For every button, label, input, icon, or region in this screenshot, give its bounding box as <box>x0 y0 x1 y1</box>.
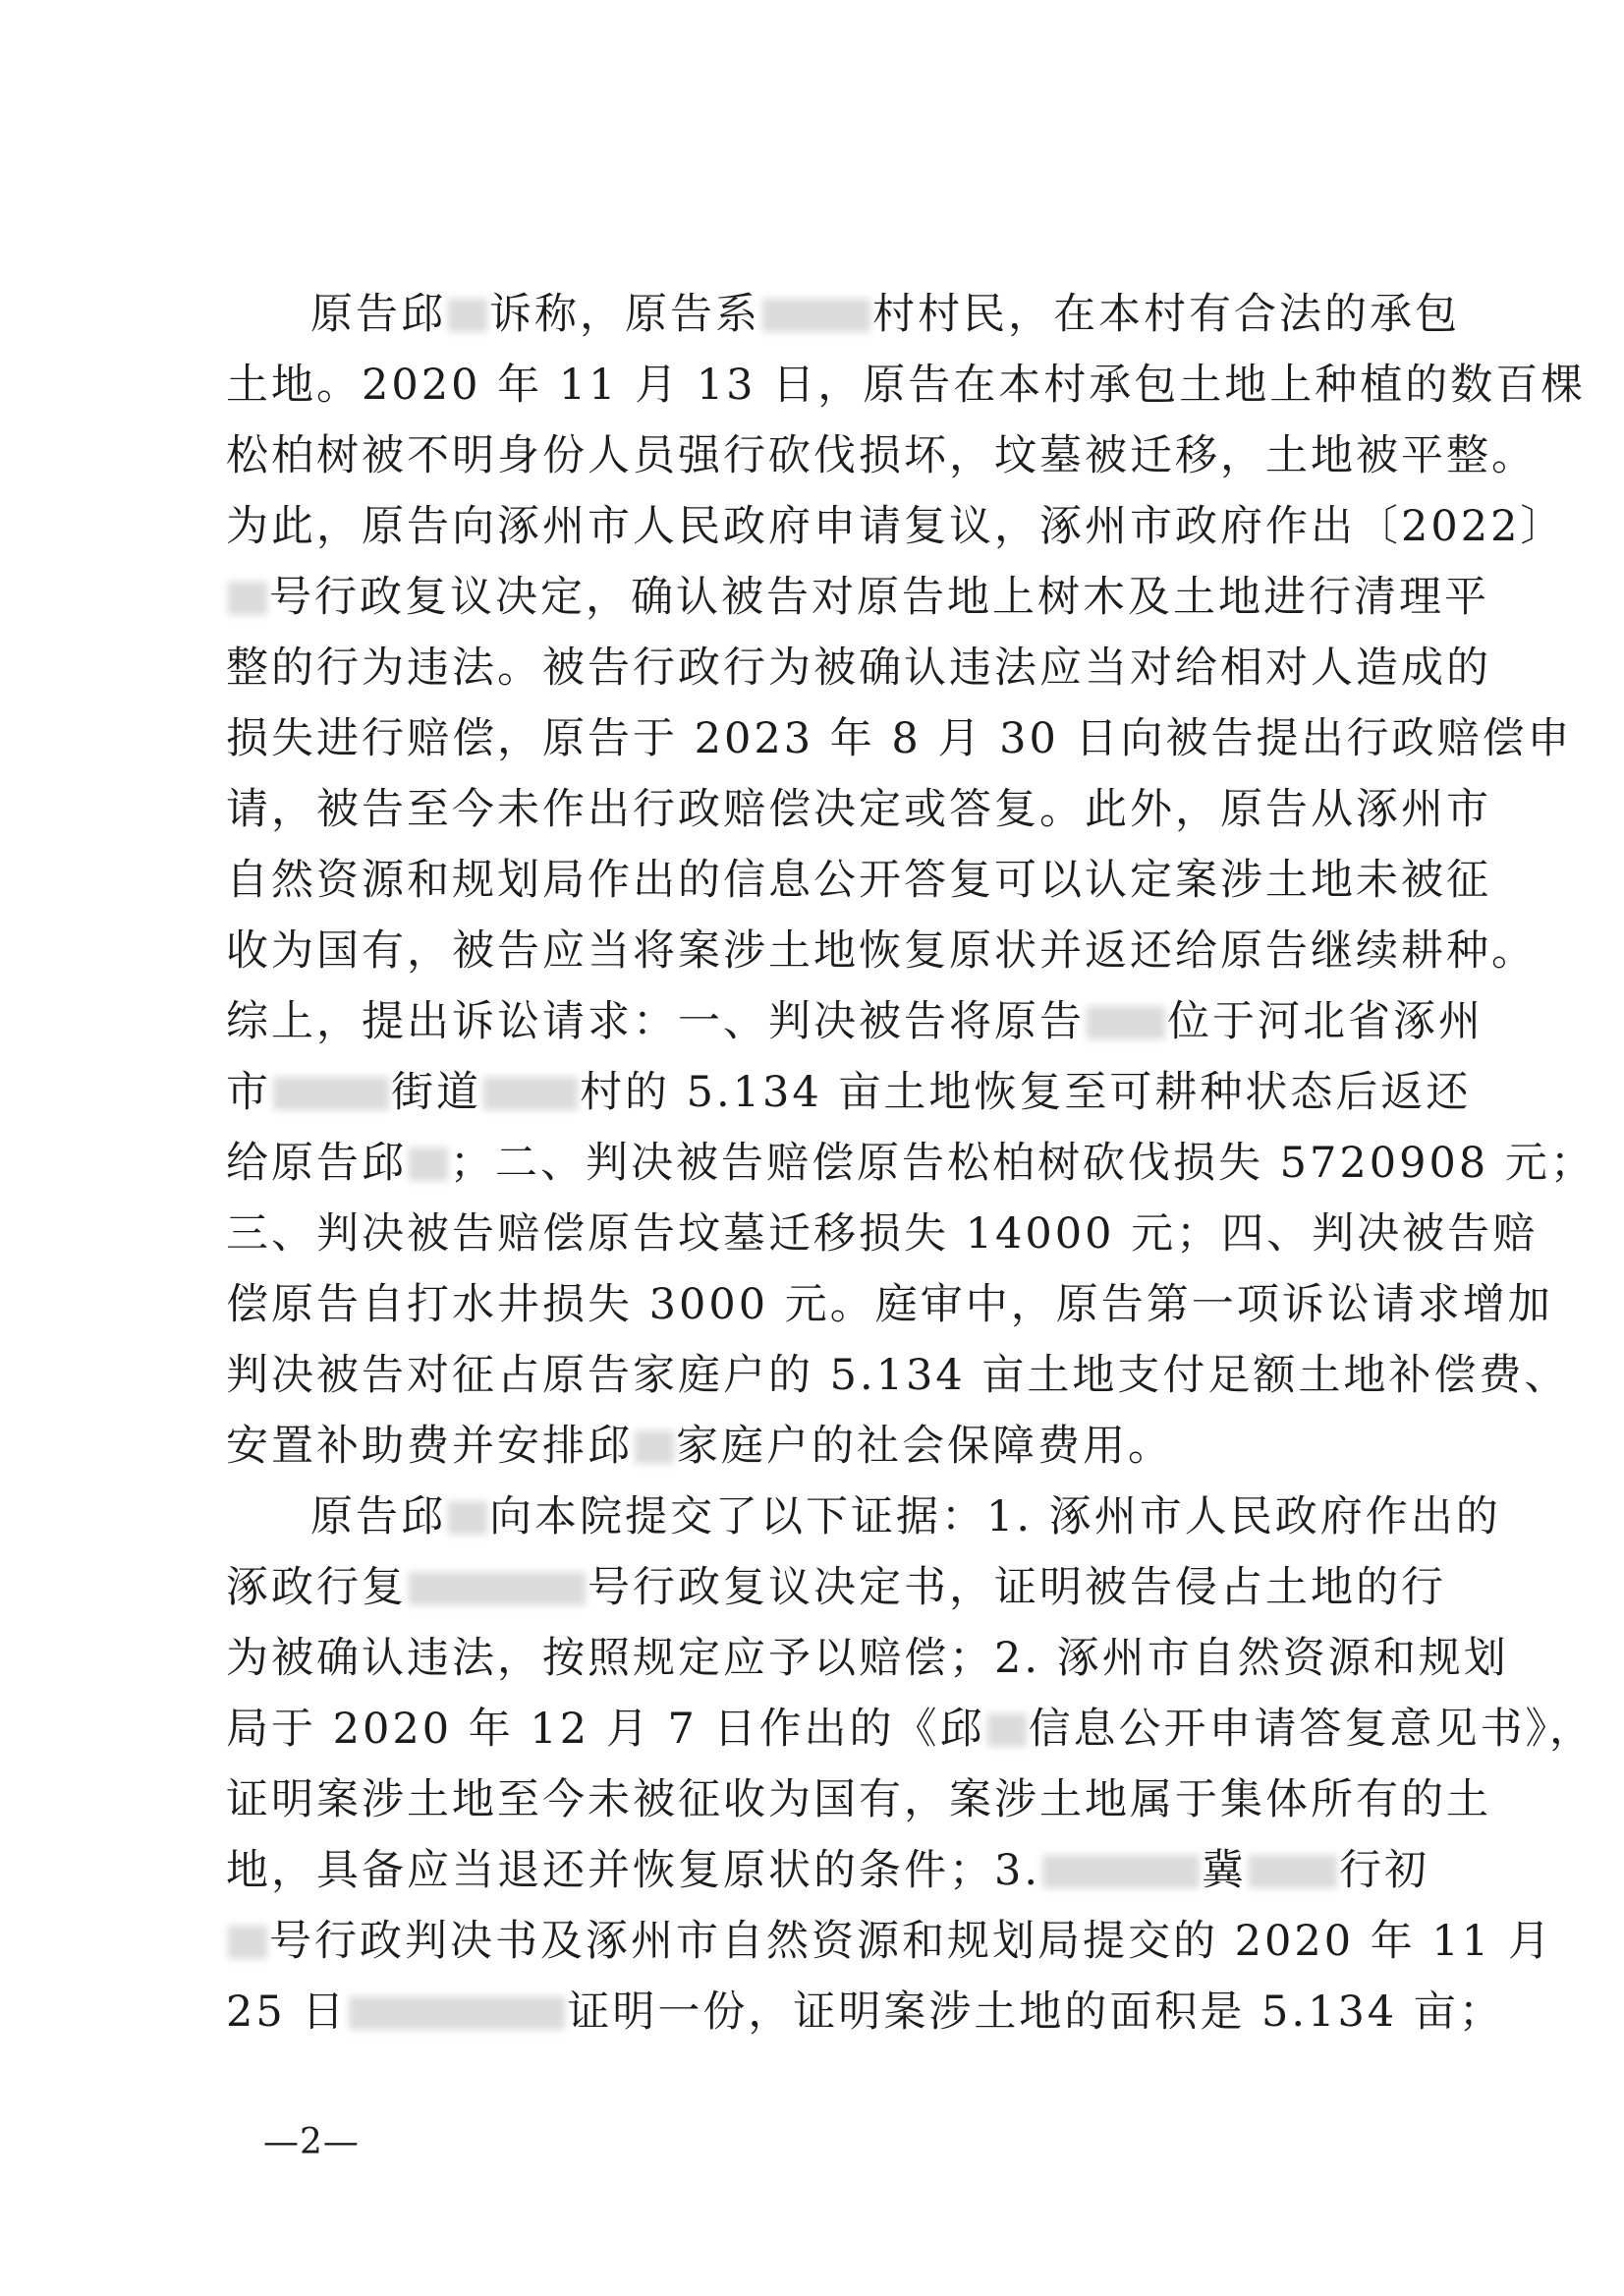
text-line <box>226 851 1491 910</box>
text-run: 信息公开申请答复意见书》， <box>1028 1705 1596 1754</box>
text-run: 原告邱 <box>310 1492 446 1541</box>
redaction-mark <box>762 299 870 332</box>
redaction-mark <box>635 1430 674 1464</box>
text-run: 三、判决被告赔偿原告坟墓迁移损失 14000 元；四、判决被告赔 <box>226 1209 1539 1259</box>
text-run: 为此，原告向涿州市人民政府申请复议，涿州市政府作出〔2022〕 <box>226 502 1566 551</box>
text-line <box>226 1275 1553 1334</box>
text-run: 安置补助费并安排邱 <box>226 1422 633 1471</box>
text-run: 松柏树被不明身份人员强行砍伐损坏，坟墓被迁移，土地被平整。 <box>226 431 1537 480</box>
text-run: 证明案涉土地至今未被征收为国有，案涉土地属于集体所有的土 <box>226 1775 1491 1824</box>
text-run: 损失进行赔偿，原告于 2023 年 8 月 30 日向被告提出行政赔偿申 <box>226 714 1573 763</box>
text-run: 冀 <box>1202 1846 1248 1895</box>
text-line <box>226 992 1484 1051</box>
text-line <box>226 568 1489 627</box>
redaction-mark <box>987 1713 1027 1747</box>
text-run: 给原告邱 <box>226 1139 407 1188</box>
text-line <box>310 285 1460 344</box>
text-run: 综上，提出诉讼请求：一、判决被告将原告 <box>226 997 1085 1046</box>
text-run: ；二、判决被告赔偿原告松柏树砍伐损失 5720908 元； <box>450 1139 1596 1188</box>
text-run: 局于 2020 年 12 月 7 日作出的《邱 <box>226 1705 985 1754</box>
redaction-mark <box>1249 1855 1337 1888</box>
text-line <box>226 426 1537 485</box>
text-line <box>226 1841 1429 1900</box>
text-run: 向本院提交了以下证据：1. 涿州市人民政府作出的 <box>489 1492 1501 1541</box>
text-line <box>226 1558 1446 1617</box>
text-run: 街道 <box>391 1068 481 1117</box>
text-run: 地，具备应当退还并恢复原状的条件；3. <box>226 1846 1041 1895</box>
text-line <box>310 1487 1501 1546</box>
text-line <box>226 1134 1596 1193</box>
redaction-mark <box>228 1926 267 1959</box>
text-line <box>226 1346 1569 1405</box>
text-run: 号行政判决书及涿州市自然资源和规划局提交的 2020 年 11 月 <box>269 1917 1553 1966</box>
text-run: 家庭户的社会保障费用。 <box>676 1422 1173 1471</box>
text-line <box>226 1983 1504 2042</box>
text-line <box>226 1063 1471 1122</box>
text-run: 自然资源和规划局作出的信息公开答复可以认定案涉土地未被征 <box>226 856 1491 905</box>
text-run: 号行政复议决定，确认被告对原告地上树木及土地进行清理平 <box>269 573 1489 622</box>
text-line <box>226 1700 1595 1759</box>
page-number: —2— <box>263 2122 360 2162</box>
text-run: 为被确认违法，按照规定应予以赔偿；2. 涿州市自然资源和规划 <box>226 1634 1509 1683</box>
text-run: 25 日 <box>226 1988 348 2037</box>
redaction-mark <box>349 1996 565 2030</box>
text-line <box>226 1912 1553 1971</box>
redaction-mark <box>409 1148 448 1181</box>
text-run: 诉称，原告系 <box>489 290 760 339</box>
redaction-mark <box>448 1501 487 1535</box>
redaction-mark <box>228 582 267 615</box>
text-run: 市 <box>226 1068 271 1117</box>
text-run: 涿政行复 <box>226 1563 407 1612</box>
text-run: 整的行为违法。被告行政行为被确认违法应当对给相对人造成的 <box>226 644 1491 693</box>
redaction-mark <box>483 1077 578 1110</box>
redaction-mark <box>273 1077 389 1110</box>
text-line <box>226 709 1573 768</box>
text-line <box>226 1629 1509 1688</box>
text-run: 证明一份，证明案涉土地的面积是 5.134 亩； <box>567 1988 1504 2037</box>
text-line <box>226 1770 1491 1829</box>
text-line <box>226 639 1491 698</box>
text-line <box>226 1204 1538 1263</box>
text-run: 位于河北省涿州 <box>1167 997 1484 1046</box>
text-run: 收为国有，被告应当将案涉土地恢复原状并返还给原告继续耕种。 <box>226 926 1537 976</box>
text-run: 偿原告自打水井损失 3000 元。庭审中，原告第一项诉讼请求增加 <box>226 1280 1553 1329</box>
redaction-mark <box>448 299 487 332</box>
text-line <box>226 356 1586 415</box>
text-line <box>226 780 1491 839</box>
text-run: 判决被告对征占原告家庭户的 5.134 亩土地支付足额土地补偿费、 <box>226 1351 1570 1400</box>
text-run: 土地。2020 年 11 月 13 日，原告在本村承包土地上种植的数百棵 <box>226 361 1587 410</box>
text-run: 村村民，在本村有合法的承包 <box>872 290 1460 339</box>
redaction-mark <box>1042 1855 1200 1888</box>
text-run: 原告邱 <box>310 290 446 339</box>
text-run: 行初 <box>1339 1846 1430 1895</box>
text-line <box>226 497 1565 556</box>
text-run: 号行政复议决定书，证明被告侵占土地的行 <box>588 1563 1446 1612</box>
text-line <box>226 922 1537 980</box>
text-line <box>226 1417 1173 1476</box>
redaction-mark <box>1087 1006 1165 1039</box>
text-run: 请，被告至今未作出行政赔偿决定或答复。此外，原告从涿州市 <box>226 785 1491 834</box>
text-run: 村的 5.134 亩土地恢复至可耕种状态后返还 <box>580 1068 1472 1117</box>
redaction-mark <box>409 1572 586 1605</box>
